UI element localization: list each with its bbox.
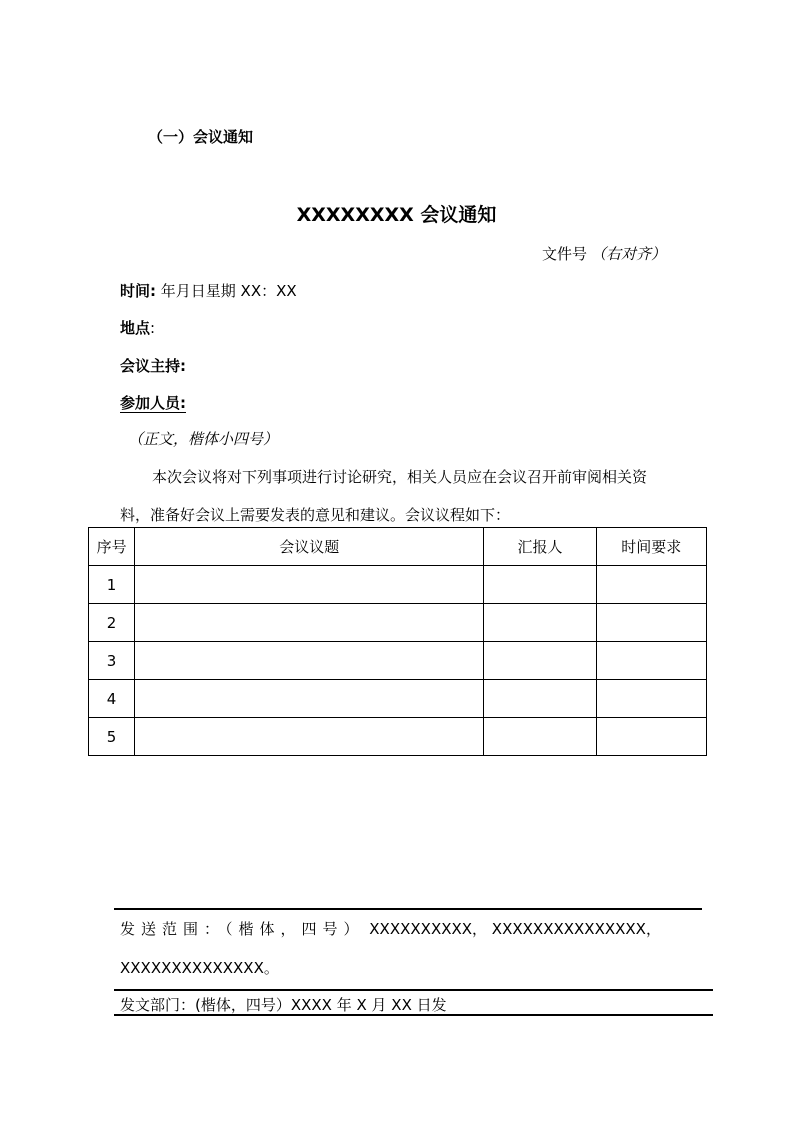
table-row xyxy=(89,642,707,680)
header-reporter: 汇报人 xyxy=(484,528,596,566)
meeting-attendees-label: 参加人员: xyxy=(120,394,186,412)
section-heading: （一）会议通知 xyxy=(148,128,254,146)
header-topic: 会议议题 xyxy=(135,528,484,566)
footer-bottom-rule xyxy=(114,1014,713,1016)
document-title: XXXXXXXX 会议通知 xyxy=(296,204,497,226)
row-seq: 4 xyxy=(89,680,135,718)
header-time: 时间要求 xyxy=(596,528,706,566)
row-reporter xyxy=(484,566,596,604)
row-reporter xyxy=(484,604,596,642)
body-paragraph-line-2: 料，准备好会议上需要发表的意见和建议。会议议程如下： xyxy=(120,506,511,524)
agenda-header-row xyxy=(89,528,707,566)
table-row xyxy=(89,680,707,718)
body-paragraph-line-1: 本次会议将对下列事项进行讨论研究，相关人员应在会议召开前审阅相关资 xyxy=(152,468,648,486)
meeting-place xyxy=(120,317,155,338)
row-time xyxy=(596,566,706,604)
agenda-table xyxy=(88,527,707,756)
header-seq: 序号 xyxy=(89,528,135,566)
row-reporter xyxy=(484,642,596,680)
row-reporter xyxy=(484,680,596,718)
row-seq: 1 xyxy=(89,566,135,604)
meeting-time-label: 时间: xyxy=(120,282,156,300)
table-row xyxy=(89,718,707,756)
document-number-label: 文件号 xyxy=(541,245,587,263)
meeting-place-label: 地点 xyxy=(120,319,151,337)
meeting-place-colon: : xyxy=(150,319,156,337)
row-topic xyxy=(135,680,484,718)
meeting-host-label: 会议主持: xyxy=(120,357,186,375)
row-time xyxy=(596,718,706,756)
row-topic xyxy=(135,642,484,680)
distribution-recipients: XXXXXXXXXX， XXXXXXXXXXXXXXX， xyxy=(364,920,661,938)
footer-middle-rule xyxy=(114,989,713,991)
document-number xyxy=(542,243,666,264)
row-time xyxy=(596,642,706,680)
table-row xyxy=(89,566,707,604)
meeting-attendees xyxy=(120,392,186,413)
row-topic xyxy=(135,566,484,604)
distribution-label: 发送范围：（楷体，四号） xyxy=(120,920,365,938)
row-seq: 3 xyxy=(89,642,135,680)
document-number-note: （右对齐） xyxy=(590,245,666,263)
meeting-host xyxy=(120,355,186,376)
row-reporter xyxy=(484,718,596,756)
table-row xyxy=(89,604,707,642)
row-topic xyxy=(135,718,484,756)
issuing-department: 发文部门：(楷体，四号）XXXX 年 X 月 XX 日发 xyxy=(120,996,447,1014)
body-format-note: （正文，楷体小四号） xyxy=(128,430,279,448)
footer-top-rule xyxy=(114,908,702,910)
row-time xyxy=(596,680,706,718)
meeting-time xyxy=(120,280,297,301)
row-time xyxy=(596,604,706,642)
row-topic xyxy=(135,604,484,642)
distribution-line-2: XXXXXXXXXXXXXX。 xyxy=(120,959,279,977)
distribution-line-1 xyxy=(120,918,661,939)
row-seq: 2 xyxy=(89,604,135,642)
meeting-time-value: 年月日星期 XX：XX xyxy=(156,282,297,300)
row-seq: 5 xyxy=(89,718,135,756)
